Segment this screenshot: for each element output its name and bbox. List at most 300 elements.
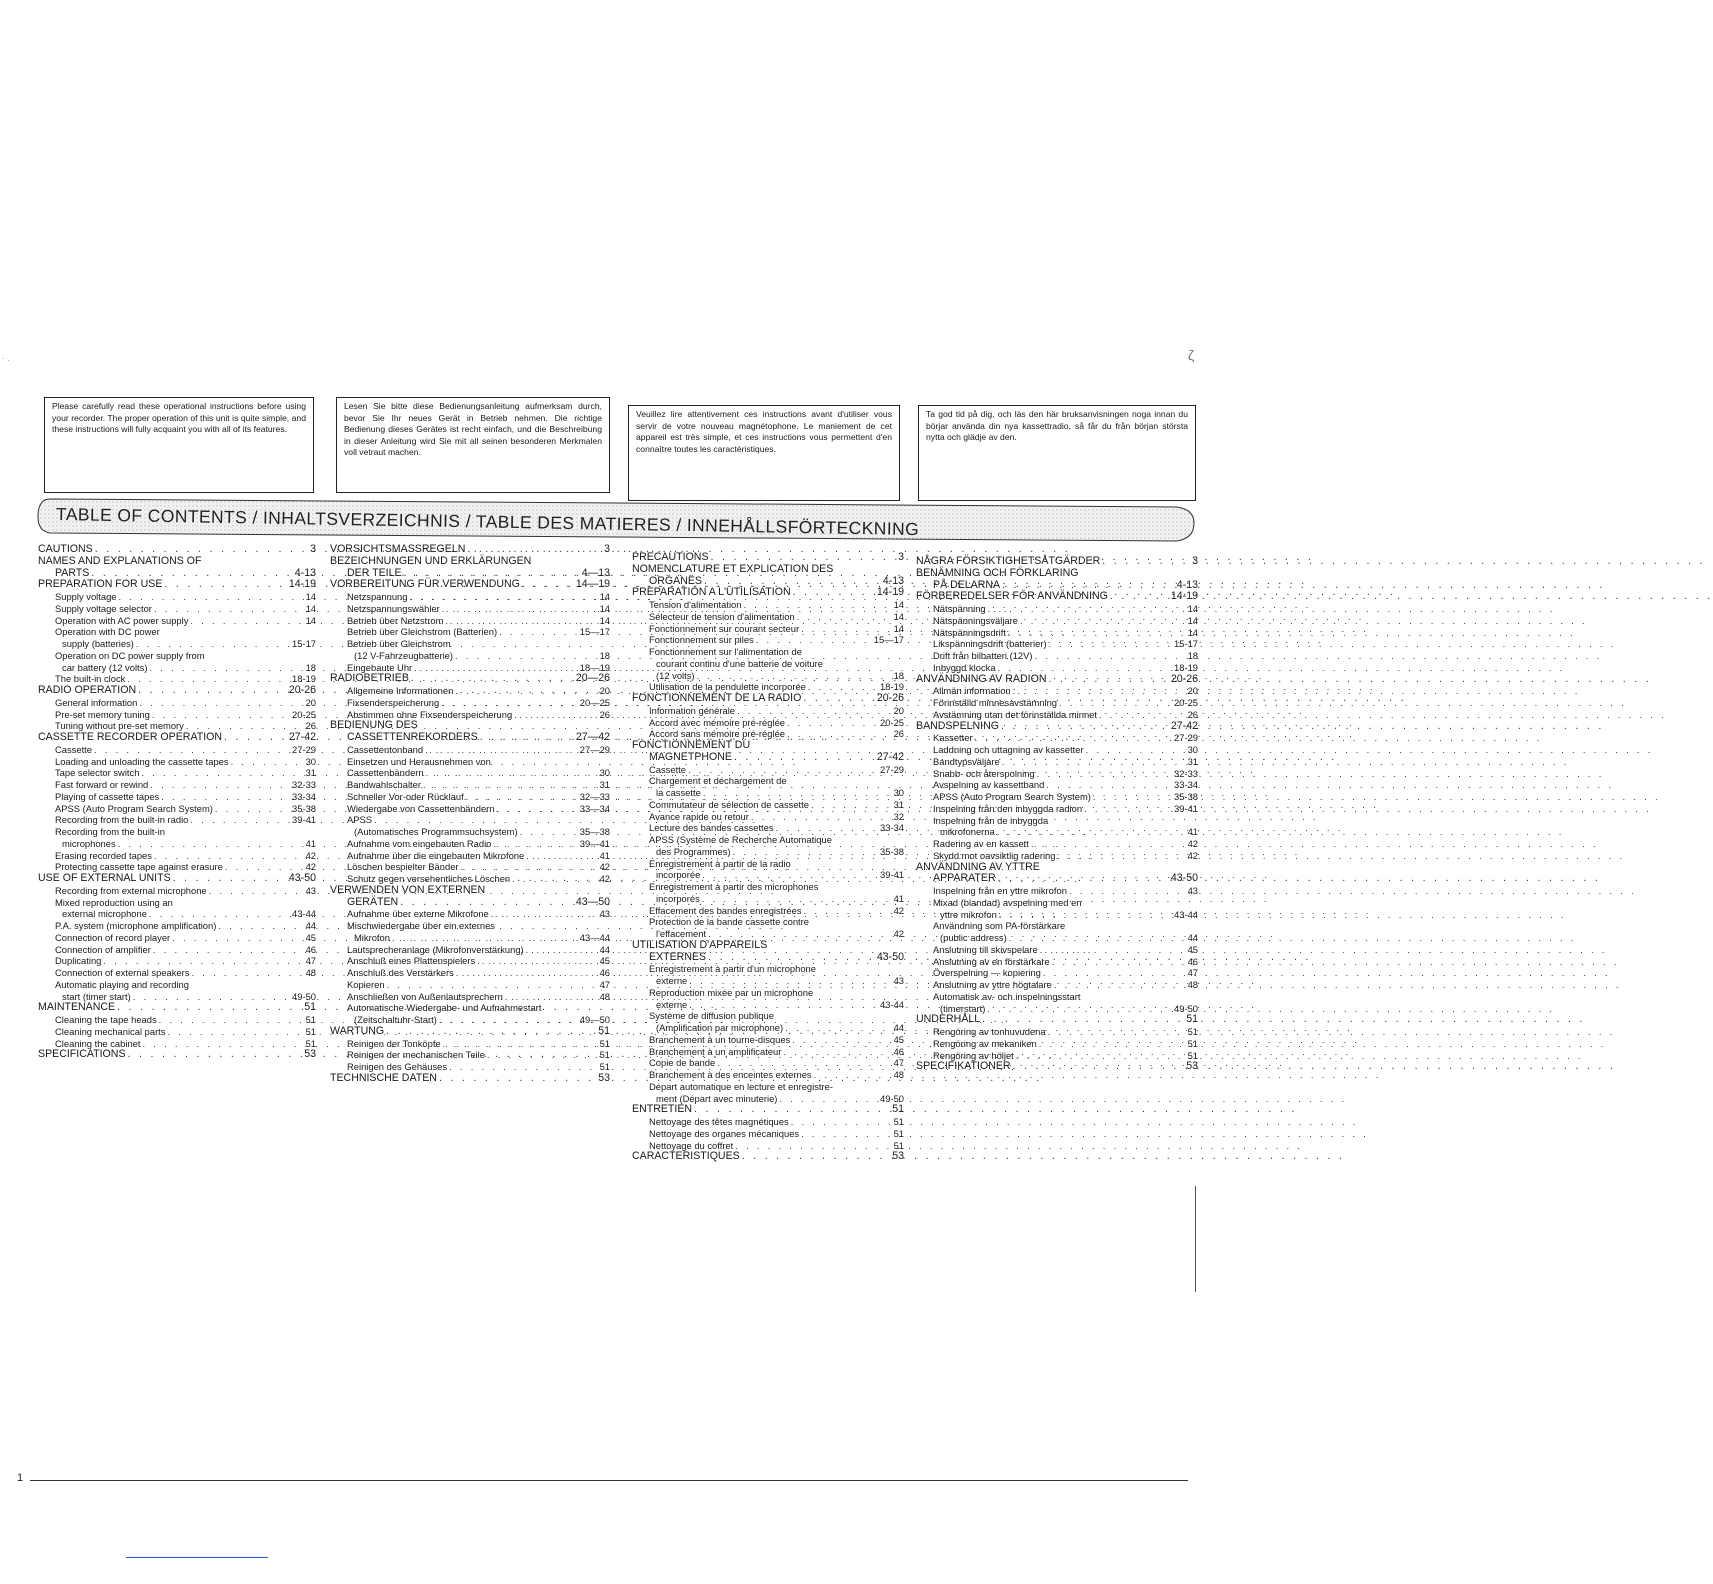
toc-subentry	[330, 767, 610, 779]
toc-leader-dots	[152, 709, 290, 721]
toc-entry-title: Lecture des bandes cassettes	[649, 822, 774, 834]
toc-leader-dots	[1110, 591, 1169, 603]
toc-entry-title: RADIOBETRIEB	[330, 672, 409, 685]
toc-entry-title: FONCTIONNEMENT DU	[632, 739, 751, 751]
toc-subentry	[330, 756, 610, 768]
toc-subentry	[38, 897, 316, 909]
toc-leader-dots	[526, 850, 597, 862]
toc-page-ref: 20—25	[579, 696, 610, 708]
toc-page-ref: 26	[599, 708, 610, 720]
toc-page-ref: 27-29	[880, 763, 904, 775]
toc-leader-dots	[793, 587, 875, 599]
toc-leader-dots	[1043, 967, 1186, 979]
toc-entry-title: USE OF EXTERNAL UNITS	[38, 872, 171, 884]
toc-entry-title: la cassette	[656, 787, 701, 798]
toc-page-ref: 4-13	[294, 566, 316, 579]
toc-subentry	[632, 717, 904, 729]
toc-subentry	[632, 869, 904, 881]
toc-entry-title: Cleaning the tape heads	[55, 1014, 157, 1025]
toc-page-ref: 3	[310, 543, 316, 555]
toc-entry-title: NOMENCLATURE ET EXPLICATION DES	[632, 562, 834, 575]
toc-entry-title: PRECAUTIONS	[632, 551, 709, 563]
toc-page-ref: 43-44	[1174, 908, 1198, 920]
toc-leader-dots	[426, 767, 598, 779]
toc-subentry	[916, 956, 1198, 968]
toc-entry-title: CASSETTE RECORDER OPERATION	[38, 731, 223, 743]
toc-leader-dots	[149, 662, 303, 674]
toc-entry-title: Anschließen von Außenlautsprechern	[347, 990, 503, 1002]
toc-entry-title: Connection of external speakers	[55, 967, 190, 978]
toc-leader-dots	[392, 932, 578, 944]
toc-entry-title: Fonctionnement sur courant secteur	[649, 622, 800, 634]
toc-leader-dots	[1086, 744, 1186, 756]
toc-subentry	[38, 803, 316, 815]
toc-entry-title: Fonctionnement sur l'alimentation de	[649, 646, 802, 657]
toc-leader-dots	[449, 1061, 597, 1073]
toc-entry	[632, 693, 904, 705]
toc-leader-dots	[743, 599, 891, 611]
toc-leader-dots	[702, 893, 892, 905]
toc-page-ref: 41	[599, 849, 610, 861]
toc-page-ref: 51	[305, 1037, 316, 1049]
toc-entry-title: (12 volts)	[656, 669, 695, 681]
toc-entry-title: microphones	[62, 837, 116, 849]
toc-entry-title: Einsetzen und Herausnehmen von	[347, 755, 491, 767]
toc-page-ref: 32	[893, 810, 904, 822]
toc-subentry	[38, 944, 316, 956]
toc-leader-dots	[505, 991, 598, 1003]
toc-page-ref: 18-19	[292, 673, 316, 685]
toc-leader-dots	[734, 752, 875, 764]
toc-page-ref: 51	[305, 1025, 316, 1037]
toc-page-ref: 27-42	[876, 750, 904, 763]
toc-leader-dots	[439, 1014, 578, 1026]
toc-entry-title: Chargement et déchargement de	[649, 775, 787, 787]
toc-leader-dots	[689, 975, 891, 987]
toc-leader-dots	[522, 579, 574, 591]
toc-entry-title: Löschen bespielter Bänder	[347, 861, 459, 873]
toc-page-ref: 45	[893, 1033, 904, 1045]
toc-page-ref: 27-42	[1170, 719, 1198, 732]
toc-entry-title: Användning som PA-förstärkare	[933, 920, 1066, 932]
toc-entry-title: Connection of record player	[55, 931, 171, 943]
toc-leader-dots	[814, 1069, 892, 1081]
toc-entry	[330, 897, 610, 909]
toc-entry-title: SPECIFICATIONS	[38, 1048, 126, 1061]
toc-entry-title: APSS	[347, 814, 373, 826]
toc-entry	[330, 673, 610, 685]
toc-entry	[916, 556, 1198, 568]
toc-leader-dots	[409, 591, 597, 603]
toc-leader-dots	[167, 1026, 303, 1038]
toc-entry-title: Eingebaute Uhr	[347, 661, 413, 673]
toc-subentry	[632, 1010, 904, 1022]
toc-leader-dots	[499, 626, 578, 638]
toc-page-ref: 4—13	[581, 566, 610, 579]
toc-page-ref: 20	[599, 685, 610, 696]
toc-subentry	[632, 822, 904, 834]
toc-leader-dots	[139, 697, 303, 709]
toc-entry-title: PREPARATION FOR USE	[38, 578, 163, 591]
toc-subentry	[330, 1061, 610, 1073]
toc-entry-title: Snabb- och återspolning	[933, 767, 1035, 779]
toc-page-ref: 30	[893, 787, 904, 798]
toc-page-ref: 51	[304, 1001, 316, 1014]
toc-subentry	[330, 920, 610, 932]
toc-subentry	[632, 846, 904, 858]
toc-subentry	[330, 979, 610, 991]
contents-title: TABLE OF CONTENTS / INHALTSVERZEICHNIS / TABLE DES MATIERES / INNEHÅLLSFÖRTECKNING	[55, 504, 920, 540]
toc-page-ref: 14	[305, 602, 316, 614]
toc-leader-dots	[154, 603, 304, 615]
toc-entry-title: Départ automatique en lecture et enregistre-	[649, 1080, 833, 1092]
toc-subentry	[38, 662, 316, 674]
toc-leader-dots	[1008, 627, 1186, 639]
toc-leader-dots	[497, 803, 578, 815]
toc-entry-title: car battery (12 volts)	[62, 661, 148, 673]
toc-entry-title: Sélecteur de tension d'alimentation	[649, 610, 795, 622]
toc-entry-title: Cleaning mechanical parts	[55, 1025, 166, 1037]
toc-entry-title: Playing of cassette tapes	[55, 790, 160, 802]
toc-page-ref: 49-50	[1174, 1002, 1198, 1014]
toc-subentry	[916, 638, 1198, 650]
toc-entry-title: UNDERHÅLL	[916, 1013, 981, 1026]
toc-entry-title: Anslutning till skivspelare	[933, 943, 1038, 955]
toc-entry-title: APSS (Auto Program Search System)	[933, 791, 1091, 802]
toc-page-ref: 14	[305, 591, 316, 602]
toc-subentry	[330, 826, 610, 838]
toc-subentry	[330, 697, 610, 709]
toc-entry-title: Accord avec mémoire pré-réglée	[649, 716, 785, 728]
toc-page-ref: 3	[604, 543, 610, 555]
toc-entry-title: Aufnahme vom eingebauten Radio	[347, 837, 492, 849]
toc-entry-title: Kassetter	[933, 732, 973, 744]
toc-subentry	[632, 623, 904, 635]
toc-entry-title: Inspelning från en yttre mikrofon	[933, 885, 1067, 896]
toc-leader-dots	[161, 791, 290, 803]
toc-page-ref: 53	[598, 1071, 610, 1084]
toc-entry-title: Pre-set memory tuning	[55, 708, 150, 720]
toc-page-ref: 51	[892, 1103, 904, 1116]
toc-leader-dots	[1099, 709, 1186, 721]
toc-page-ref: 51	[1187, 1026, 1198, 1037]
toc-subentry	[38, 697, 316, 709]
toc-french	[632, 552, 904, 1163]
toc-page-ref: 27-42	[288, 731, 316, 743]
toc-leader-dots	[150, 779, 290, 791]
toc-entry-title: Rengöring av mekaniken	[933, 1037, 1037, 1049]
toc-page-ref: 46	[305, 943, 316, 955]
toc-page-ref: 15-17	[1174, 638, 1198, 650]
toc-entry-title: Connection of amplifier	[55, 943, 151, 955]
toc-entry-title: Recording from external microphone	[55, 884, 207, 896]
toc-leader-dots	[480, 732, 574, 744]
toc-entry	[330, 732, 610, 744]
toc-entry	[632, 1151, 904, 1163]
toc-entry-title: Nettoyage des organes mécaniques	[649, 1127, 800, 1139]
toc-page-ref: 51	[599, 1049, 610, 1061]
toc-leader-dots	[1048, 674, 1168, 686]
toc-entry-title: des Programmes)	[656, 845, 731, 857]
toc-leader-dots	[455, 685, 597, 697]
toc-subentry	[38, 591, 316, 603]
toc-leader-dots	[717, 1057, 891, 1069]
toc-entry-title: Bandwahlschalter	[347, 779, 422, 790]
toc-subentry	[632, 916, 904, 928]
toc-entry-title: Netzspannungswähler	[347, 602, 440, 614]
toc-page-ref: 14	[893, 610, 904, 622]
toc-leader-dots	[103, 955, 303, 967]
toc-entry-title: Aufnahme über externe Mikrofone	[347, 908, 489, 920]
toc-entry	[38, 544, 316, 556]
toc-entry-title: Drift från bilbatteri (12V)	[933, 650, 1033, 661]
toc-page-ref: 41	[893, 892, 904, 904]
toc-entry-title: Netzspannung	[347, 591, 408, 602]
toc-entry	[330, 544, 610, 556]
toc-entry-title: Protecting cassette tape against erasure	[55, 861, 223, 873]
toc-subentry	[632, 787, 904, 799]
toc-leader-dots	[998, 662, 1172, 674]
toc-leader-dots	[411, 673, 574, 685]
toc-page-ref: 4-13	[1176, 578, 1198, 591]
toc-page-ref: 14-19	[876, 586, 904, 599]
toc-page-ref: 48	[305, 967, 316, 978]
toc-leader-dots	[138, 685, 287, 697]
toc-subentry	[38, 638, 316, 650]
toc-subentry	[916, 815, 1198, 827]
toc-page-ref: 43	[1187, 885, 1198, 896]
toc-page-ref: 3	[898, 551, 904, 563]
toc-page-ref: 44	[305, 920, 316, 931]
toc-leader-dots	[999, 909, 1172, 921]
toc-page-ref: 43-50	[876, 950, 904, 963]
toc-entry-title: Automatische Wiedergabe- und Aufnahmestart	[347, 1002, 542, 1014]
toc-entry	[916, 1061, 1198, 1073]
toc-leader-dots	[785, 1022, 891, 1034]
toc-page-ref: 20-25	[292, 708, 316, 720]
toc-page-ref: 51	[1187, 1037, 1198, 1049]
toc-page-ref: 39—41	[579, 837, 610, 849]
toc-entry	[330, 1073, 610, 1085]
toc-entry-title: MAGNETPHONE	[649, 750, 732, 763]
toc-page-ref: 14	[305, 614, 316, 626]
notice-german: Lesen Sie bitte diese Bedienungsanleitung aufmerksam durch, bevor Sie Ihr neues Gerät in Betrieb nehmen. Die richtige Bedienung dieses Gerätes ist recht einfach, und die Beschreibung in dieser Anleitung wird Sie mit all seinen besonderen Merkmalen voll vetraut machen.	[336, 397, 610, 493]
toc-subentry	[330, 944, 610, 956]
toc-entry-title: Cassettentonband	[347, 743, 424, 755]
toc-subentry	[330, 685, 610, 697]
toc-entry-title: Erasing recorded tapes	[55, 849, 152, 861]
toc-leader-dots	[708, 928, 891, 940]
toc-page-ref: 20-26	[1170, 672, 1198, 685]
toc-subentry	[632, 764, 904, 776]
toc-leader-dots	[141, 767, 303, 779]
toc-entry-title: VORSICHTSMASSREGELN	[330, 543, 466, 555]
toc-page-ref: 49-50	[292, 990, 316, 1002]
toc-entry-title: Protection de la bande cassette contre	[649, 916, 809, 928]
toc-leader-dots	[1052, 956, 1186, 968]
toc-leader-dots	[708, 952, 875, 964]
toc-page-ref: 42	[599, 873, 610, 884]
toc-subentry	[632, 1081, 904, 1093]
toc-subentry	[632, 634, 904, 646]
toc-page-ref: 14	[1187, 626, 1198, 638]
toc-leader-dots	[1049, 638, 1172, 650]
toc-leader-dots	[792, 1034, 891, 1046]
toc-leader-dots	[688, 764, 878, 776]
toc-entry-title: VORBEREITUNG FÜR VERWENDUNG	[330, 578, 520, 591]
toc-leader-dots	[982, 1014, 1184, 1026]
toc-leader-dots	[801, 623, 891, 635]
toc-page-ref: 41	[1187, 826, 1198, 838]
toc-subentry	[330, 650, 610, 662]
toc-subentry	[38, 955, 316, 967]
toc-leader-dots	[804, 905, 892, 917]
toc-entry-title: APSS (Auto Program Search System)	[55, 802, 213, 814]
toc-page-ref: 43	[893, 975, 904, 986]
toc-leader-dots	[1040, 944, 1186, 956]
toc-entry-title: Schutz gegen versehentliches Löschen	[347, 873, 511, 884]
toc-subentry	[38, 744, 316, 756]
toc-subentry	[330, 873, 610, 885]
toc-entry-title: DER TEILE	[347, 566, 402, 579]
toc-entry-title: Reinigen der mechanischen Teile	[347, 1049, 485, 1061]
toc-entry-title: Abstimmen ohne Fixsenderspeicherung	[347, 708, 513, 720]
toc-entry	[38, 873, 316, 885]
toc-subentry	[632, 881, 904, 893]
toc-subentry	[38, 967, 316, 979]
toc-subentry	[330, 991, 610, 1003]
toc-entry-title: EXTERNES	[649, 950, 707, 963]
toc-entry-title: Anslutning av en förstärkare	[933, 955, 1050, 967]
toc-leader-dots	[783, 1046, 891, 1058]
scan-speck: · .	[2, 353, 10, 363]
toc-page-ref: 20	[305, 696, 316, 708]
toc-entry-title: Recording from the built-in radio	[55, 814, 189, 826]
toc-entry-title: FÖRBEREDELSER FÖR ANVÄNDNING	[916, 590, 1108, 603]
toc-entry-title: courant continu d'une batterie de voiture	[656, 657, 824, 669]
toc-subentry	[916, 885, 1198, 897]
toc-entry	[632, 564, 904, 576]
toc-entry-title: Fonctionnement sur piles	[649, 634, 754, 646]
toc-page-ref: 42	[893, 904, 904, 916]
toc-entry	[632, 740, 904, 752]
toc-entry-title: UTILISATION D'APPAREILS	[632, 938, 768, 951]
toc-entry-title: start (timer start)	[62, 990, 131, 1002]
toc-subentry	[38, 626, 316, 638]
toc-page-ref: 20	[893, 704, 904, 716]
toc-entry-title: Utilisation de la pendulette incorporée	[649, 681, 806, 693]
toc-entry-title: Cassette	[55, 743, 92, 755]
toc-leader-dots	[443, 1038, 598, 1050]
toc-entry-title: (public address)	[940, 932, 1007, 943]
toc-page-ref: 51	[305, 1014, 316, 1025]
toc-page-ref: 47	[599, 978, 610, 990]
toc-entry-title: Radering av en kassett	[933, 838, 1029, 849]
toc-leader-dots	[1037, 768, 1172, 780]
toc-subentry	[38, 779, 316, 791]
toc-leader-dots	[733, 846, 879, 858]
toc-leader-dots	[520, 826, 578, 838]
toc-leader-dots	[791, 1116, 892, 1128]
toc-subentry	[632, 928, 904, 940]
toc-leader-dots	[1035, 650, 1186, 662]
toc-entry-title: Bandtypsväljare	[933, 755, 1000, 767]
toc-entry	[916, 568, 1198, 580]
toc-leader-dots	[689, 999, 878, 1011]
toc-leader-dots	[173, 873, 287, 885]
toc-leader-dots	[975, 732, 1172, 744]
toc-subentry	[632, 775, 904, 787]
toc-subentry	[632, 834, 904, 846]
toc-entry-title: Cleaning the cabinet	[55, 1037, 141, 1049]
toc-leader-dots	[1013, 1061, 1185, 1073]
toc-entry-title: General information	[55, 696, 138, 708]
toc-subentry	[916, 897, 1198, 909]
toc-subentry	[330, 932, 610, 944]
toc-subentry	[38, 885, 316, 897]
toc-entry-title: Branchement à un amplificateur	[649, 1045, 782, 1057]
toc-subentry	[916, 744, 1198, 756]
toc-leader-dots	[439, 1073, 596, 1085]
toc-page-ref: 27—42	[575, 731, 610, 743]
toc-page-ref: 35—38	[579, 826, 610, 837]
toc-entry-title: The built-in clock	[55, 673, 126, 685]
toc-entry-title: Cassette	[649, 763, 686, 775]
toc-leader-dots	[461, 861, 598, 873]
toc-leader-dots	[988, 603, 1186, 615]
toc-leader-dots	[153, 944, 304, 956]
toc-leader-dots	[737, 705, 892, 717]
toc-entry-title: Nettoyage des têtes magnétiques	[649, 1116, 789, 1127]
toc-entry-title: ORGANES	[649, 574, 702, 587]
toc-entry-title: Överspelning — kopiering	[933, 967, 1041, 979]
toc-page-ref: 31	[599, 779, 610, 790]
toc-leader-dots	[425, 744, 578, 756]
toc-entry	[916, 674, 1198, 686]
toc-english	[38, 544, 316, 1061]
toc-entry-title: Allgemeine Informationen	[347, 685, 454, 696]
toc-page-ref: 47	[305, 955, 316, 967]
toc-entry-title: Supply voltage selector	[55, 602, 152, 614]
toc-page-ref: 27-29	[292, 743, 316, 755]
toc-entry-title: Operation on DC power supply from	[55, 649, 205, 661]
toc-entry-title: (Automatisches Programmsuchsystem)	[354, 826, 518, 837]
toc-subentry	[916, 850, 1198, 862]
toc-entry-title: Skydd mot oavsiktlig radering	[933, 849, 1056, 861]
toc-leader-dots	[787, 728, 892, 740]
toc-page-ref: 18	[599, 649, 610, 661]
toc-page-ref: 39-41	[1174, 802, 1198, 814]
toc-subentry	[38, 791, 316, 803]
toc-entry	[632, 940, 904, 952]
toc-subentry	[916, 756, 1198, 768]
toc-entry-title: Nätspänningsväljare	[933, 614, 1018, 626]
toc-subentry	[632, 811, 904, 823]
toc-page-ref: 43-44	[880, 998, 904, 1010]
toc-entry-title: Avstämning utan det förinställda minnet	[933, 708, 1097, 720]
toc-entry	[330, 1026, 610, 1038]
toc-subentry	[38, 709, 316, 721]
toc-page-ref: 44	[1187, 932, 1198, 943]
toc-page-ref: 35-38	[880, 845, 904, 857]
toc-entry-title: Reinigen des Gehäuses	[347, 1061, 448, 1072]
toc-subentry	[916, 732, 1198, 744]
toc-subentry	[330, 591, 610, 603]
toc-page-ref: 33-34	[1174, 779, 1198, 791]
toc-page-ref: 51	[893, 1139, 904, 1151]
toc-subentry	[632, 599, 904, 611]
toc-entry	[632, 1104, 904, 1116]
